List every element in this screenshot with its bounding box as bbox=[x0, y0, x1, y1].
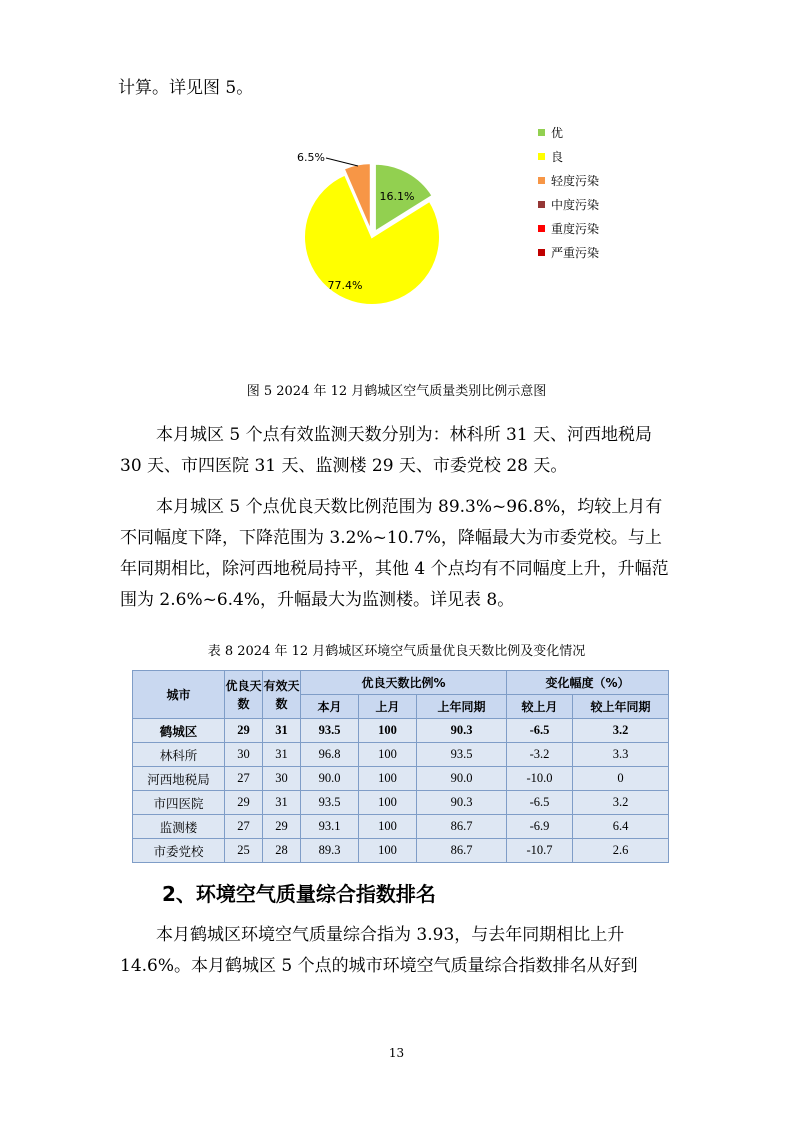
header-vs-last-month: 较上月 bbox=[507, 695, 573, 719]
cell-value: 3.2 bbox=[573, 791, 669, 815]
cell-value: 100 bbox=[359, 719, 417, 743]
cell-value: 100 bbox=[359, 839, 417, 863]
legend-swatch bbox=[538, 153, 545, 160]
pie-data-label: 16.1% bbox=[379, 190, 415, 203]
legend-entry bbox=[538, 240, 599, 264]
legend-entry bbox=[538, 216, 599, 240]
legend-label: 中度污染 bbox=[551, 197, 600, 212]
cell-value: 25 bbox=[225, 839, 263, 863]
data-table bbox=[132, 670, 669, 863]
legend-swatch bbox=[538, 129, 545, 136]
header-valid-days bbox=[263, 671, 301, 719]
figure-caption: 图 5 2024 年 12 月鹤城区空气质量类别比例示意图 bbox=[246, 384, 547, 399]
cell-value: 90.3 bbox=[417, 791, 507, 815]
cell-value: 27 bbox=[225, 767, 263, 791]
cell-value: 30 bbox=[225, 743, 263, 767]
header-good-days bbox=[225, 671, 263, 719]
cell-value: 100 bbox=[359, 767, 417, 791]
paragraph-1 bbox=[120, 420, 675, 482]
legend-entry bbox=[538, 192, 599, 216]
header-last-year: 上年同期 bbox=[417, 695, 507, 719]
legend-label: 轻度污染 bbox=[551, 173, 600, 188]
cell-value: 27 bbox=[225, 815, 263, 839]
cell-value: -6.5 bbox=[507, 719, 573, 743]
legend-label: 严重污染 bbox=[551, 245, 600, 260]
cell-value: -6.5 bbox=[507, 791, 573, 815]
cell-value: 89.3 bbox=[301, 839, 359, 863]
pie-data-label: 77.4% bbox=[327, 279, 363, 292]
cell-value: 86.7 bbox=[417, 815, 507, 839]
cell-value: 93.5 bbox=[301, 719, 359, 743]
chart-legend bbox=[538, 120, 599, 264]
header-good-days-text: 优良天数 bbox=[225, 678, 262, 711]
cell-value: 28 bbox=[263, 839, 301, 863]
cell-value: 93.5 bbox=[417, 743, 507, 767]
header-last-month: 上月 bbox=[359, 695, 417, 719]
cell-value: 3.3 bbox=[573, 743, 669, 767]
table-row bbox=[133, 743, 669, 767]
legend-swatch bbox=[538, 249, 545, 256]
final-paragraph bbox=[120, 920, 675, 982]
legend-entry bbox=[538, 168, 599, 192]
cell-value: 29 bbox=[225, 791, 263, 815]
cell-value: 31 bbox=[263, 791, 301, 815]
cell-value: 100 bbox=[359, 743, 417, 767]
legend-swatch bbox=[538, 225, 545, 232]
cell-value: -3.2 bbox=[507, 743, 573, 767]
cell-value: 90.0 bbox=[417, 767, 507, 791]
cell-value: 30 bbox=[263, 767, 301, 791]
final-paragraph-text: 本月鹤城区环境空气质量综合指为 3.93，与去年同期相比上升 14.6%。本月鹤城区 5 个点的城市环境空气质量综合指数排名从好到 bbox=[120, 925, 638, 976]
cell-city: 市四医院 bbox=[133, 791, 225, 815]
table-row bbox=[133, 839, 669, 863]
cell-value: 3.2 bbox=[573, 719, 669, 743]
cell-value: -6.9 bbox=[507, 815, 573, 839]
legend-swatch bbox=[538, 177, 545, 184]
cell-city: 河西地税局 bbox=[133, 767, 225, 791]
paragraph-2 bbox=[120, 492, 675, 616]
table-row bbox=[133, 719, 669, 743]
cell-value: 100 bbox=[359, 791, 417, 815]
cell-value: 90.0 bbox=[301, 767, 359, 791]
cell-value: 0 bbox=[573, 767, 669, 791]
cell-city: 鹤城区 bbox=[133, 719, 225, 743]
cell-value: 6.4 bbox=[573, 815, 669, 839]
legend-swatch bbox=[538, 201, 545, 208]
header-change-group: 变化幅度（%） bbox=[507, 671, 669, 695]
cell-value: 93.1 bbox=[301, 815, 359, 839]
cell-value: 31 bbox=[263, 743, 301, 767]
intro-text: 计算。详见图 5。 bbox=[118, 78, 254, 98]
table-caption: 表 8 2024 年 12 月鹤城区环境空气质量优良天数比例及变化情况 bbox=[207, 644, 586, 659]
legend-label: 优 bbox=[551, 125, 564, 140]
cell-city: 市委党校 bbox=[133, 839, 225, 863]
table-row bbox=[133, 767, 669, 791]
header-vs-last-year: 较上年同期 bbox=[573, 695, 669, 719]
cell-value: 93.5 bbox=[301, 791, 359, 815]
cell-value: 31 bbox=[263, 719, 301, 743]
cell-value: -10.7 bbox=[507, 839, 573, 863]
cell-value: 90.3 bbox=[417, 719, 507, 743]
cell-city: 监测楼 bbox=[133, 815, 225, 839]
header-ratio-group: 优良天数比例% bbox=[301, 671, 507, 695]
legend-label: 良 bbox=[551, 149, 564, 164]
legend-entry bbox=[538, 120, 599, 144]
pie-data-label: 6.5% bbox=[297, 151, 325, 164]
table-row bbox=[133, 791, 669, 815]
header-valid-days-text: 有效天数 bbox=[263, 678, 300, 711]
paragraph-2-text: 本月城区 5 个点优良天数比例范围为 89.3%~96.8%，均较上月有不同幅度下降，下降范围为 3.2%~10.7%，降幅最大为市委党校。与上年同期相比，除河西地税局持平，其他 4 个点均有不同幅度上升，升幅范围为 2.6%~6.4%，升幅最大为监测楼。详见表 8。 bbox=[120, 497, 669, 610]
pie-svg bbox=[272, 137, 472, 337]
cell-value: -10.0 bbox=[507, 767, 573, 791]
section-heading: 2、环境空气质量综合指数排名 bbox=[162, 882, 436, 906]
pie-chart bbox=[272, 137, 472, 337]
cell-value: 2.6 bbox=[573, 839, 669, 863]
cell-value: 29 bbox=[263, 815, 301, 839]
header-this-month: 本月 bbox=[301, 695, 359, 719]
cell-value: 100 bbox=[359, 815, 417, 839]
cell-value: 86.7 bbox=[417, 839, 507, 863]
cell-value: 96.8 bbox=[301, 743, 359, 767]
table-row bbox=[133, 815, 669, 839]
table-body bbox=[133, 719, 669, 863]
legend-label: 重度污染 bbox=[551, 221, 600, 236]
page-number: 13 bbox=[388, 1046, 405, 1060]
header-city: 城市 bbox=[133, 671, 225, 719]
legend-entry bbox=[538, 144, 599, 168]
cell-value: 29 bbox=[225, 719, 263, 743]
cell-city: 林科所 bbox=[133, 743, 225, 767]
paragraph-1-text: 本月城区 5 个点有效监测天数分别为：林科所 31 天、河西地税局 30 天、市四医院 31 天、监测楼 29 天、市委党校 28 天。 bbox=[120, 425, 653, 476]
